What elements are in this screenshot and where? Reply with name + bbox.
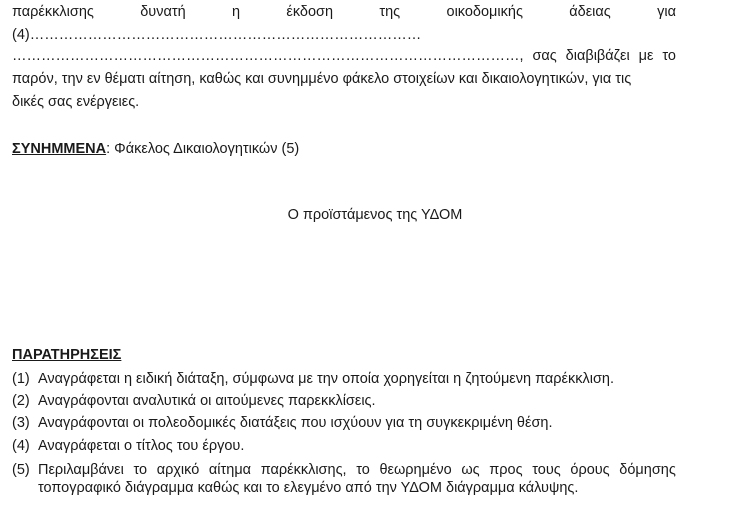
word: το bbox=[662, 48, 676, 64]
dotted-blank: ……………………………………………………………………………………………, bbox=[12, 48, 524, 64]
body-line-4: παρόν, την εν θέματι αίτηση, καθώς και συνημμένο φάκελο στοιχείων και δικαιολογητικών, για τις bbox=[12, 71, 632, 87]
note-item-2 bbox=[12, 392, 676, 410]
word: όρους bbox=[570, 462, 610, 478]
word: διαβιβάζει bbox=[565, 48, 630, 64]
word: σας bbox=[532, 48, 557, 64]
word: η bbox=[231, 4, 241, 20]
note-number: (4) bbox=[12, 438, 30, 454]
word: θεωρημένο bbox=[379, 462, 452, 478]
body-line-2: (4)……………………………………………………………………… bbox=[12, 27, 422, 43]
word: έκδοση bbox=[286, 4, 334, 20]
note-number: (3) bbox=[12, 415, 30, 431]
note-text-line-2: τοπογραφικό διάγραμμα καθώς και το ελεγμένο από την ΥΔΟΜ διάγραμμα κάλυψης. bbox=[38, 480, 579, 496]
note-item-1 bbox=[12, 370, 676, 388]
word: παρέκκλισης bbox=[12, 4, 94, 20]
word: προς bbox=[489, 462, 523, 478]
note-text: Αναγράφεται ο τίτλος του έργου. bbox=[38, 438, 245, 454]
body-line-3 bbox=[12, 47, 676, 65]
word: άδειας bbox=[569, 4, 611, 20]
word: το bbox=[356, 462, 370, 478]
note-number: (5) bbox=[12, 462, 30, 478]
note-text: Αναγράφεται η ειδική διάταξη, σύμφωνα με την οποία χορηγείται η ζητούμενη παρέκκλιση. bbox=[38, 371, 615, 387]
notes-heading-text: ΠΑΡΑΤΗΡΗΣΕΙΣ bbox=[12, 347, 122, 363]
body-line-1 bbox=[12, 3, 676, 21]
word: αρχικό bbox=[156, 462, 200, 478]
word: της bbox=[379, 4, 401, 20]
note-number: (2) bbox=[12, 393, 30, 409]
note-text: Αναγράφονται αναλυτικά οι αιτούμενες παρεκκλίσεις. bbox=[38, 393, 376, 409]
attachments-text: : Φάκελος Δικαιολογητικών (5) bbox=[106, 141, 300, 157]
word: Περιλαμβάνει bbox=[38, 462, 124, 478]
attachments bbox=[12, 140, 676, 158]
word: παρέκκλισης, bbox=[260, 462, 347, 478]
word: δόμησης bbox=[619, 462, 676, 478]
word: με bbox=[638, 48, 654, 64]
word: οικοδομικής bbox=[446, 4, 523, 20]
note-item-3 bbox=[12, 414, 676, 432]
note-item-5 bbox=[12, 461, 676, 497]
body-line-5: δικές σας ενέργειες. bbox=[12, 94, 140, 110]
word: για bbox=[657, 4, 676, 20]
signature-title: Ο προϊστάμενος της ΥΔΟΜ bbox=[287, 207, 463, 223]
note-text: Αναγράφονται οι πολεοδομικές διατάξεις που ισχύουν για τη συγκεκριμένη θέση. bbox=[38, 415, 553, 431]
note-text-line-1 bbox=[38, 461, 676, 479]
word: τους bbox=[532, 462, 561, 478]
word: ως bbox=[461, 462, 480, 478]
word: αίτημα bbox=[208, 462, 252, 478]
word: δυνατή bbox=[140, 4, 186, 20]
attachments-label: ΣΥΝΗΜΜΕΝΑ bbox=[12, 141, 107, 157]
notes-heading bbox=[12, 346, 676, 364]
note-number: (1) bbox=[12, 371, 30, 387]
note-item-4 bbox=[12, 437, 676, 455]
word: το bbox=[133, 462, 148, 478]
